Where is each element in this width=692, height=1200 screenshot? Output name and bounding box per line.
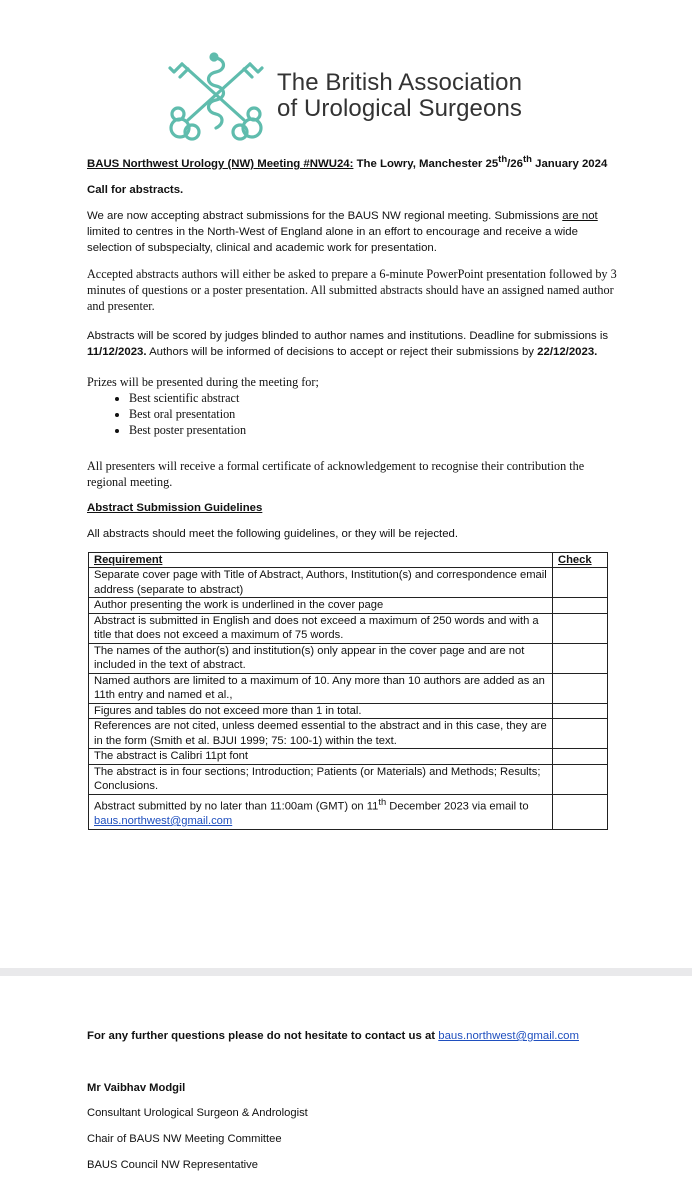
deadline-part-c: Authors will be informed of decisions to accept or reject their submissions by <box>146 345 538 358</box>
crossed-keys-serpent-logo-icon <box>158 50 274 146</box>
submission-text-b: December 2023 via email to <box>386 800 529 813</box>
contact-line <box>87 1030 579 1042</box>
submission-text-a: Abstract submitted by no later than 11:00am (GMT) on 11 <box>94 800 379 813</box>
decision-date: 22/12/2023. <box>537 345 598 358</box>
prize-item: • Best scientific abstract <box>129 390 617 406</box>
intro-part-a: We are now accepting abstract submissions for the BAUS NW regional meeting. Submissions <box>87 209 563 222</box>
check-cell <box>553 749 608 765</box>
table-row <box>89 643 608 673</box>
meeting-sup-2: th <box>522 154 532 165</box>
meeting-sup-1: th <box>498 154 508 165</box>
table-row <box>89 613 608 643</box>
submission-sup: th <box>378 796 387 807</box>
check-cell <box>553 673 608 703</box>
org-name-line-1: The British Association <box>277 69 523 96</box>
signer-role-2: Chair of BAUS NW Meeting Committee <box>87 1133 282 1145</box>
table-row <box>89 794 608 829</box>
requirement-cell: References are not cited, unless deemed essential to the abstract and in this case, they are in the form (Smith et al. BJUI 1999; 75: 100-1) within the text. <box>89 719 553 749</box>
requirement-cell: Named authors are limited to a maximum of 10. Any more than 10 authors are added as an 11th entry and named et al., <box>89 673 553 703</box>
deadline-date: 11/12/2023. <box>87 345 147 358</box>
requirement-cell <box>89 794 553 829</box>
org-name-line-2: of Urological Surgeons <box>277 95 523 122</box>
submission-email-link[interactable]: baus.northwest@gmail.com <box>94 815 233 828</box>
requirement-cell: The abstract is in four sections; Introduction; Patients (or Materials) and Methods; Results; Conclusions. <box>89 764 553 794</box>
contact-text: For any further questions please do not hesitate to contact us at <box>87 1030 439 1042</box>
table-row <box>89 719 608 749</box>
requirement-cell: Abstract is submitted in English and does not exceed a maximum of 250 words and with a title that does not exceed a maximum of 75 words. <box>89 613 553 643</box>
signer-role-3: BAUS Council NW Representative <box>87 1159 258 1171</box>
certificate-paragraph: All presenters will receive a formal certificate of acknowledgement to recognise their contribution the regional meeting. <box>87 458 585 489</box>
contact-email-link[interactable]: baus.northwest@gmail.com <box>438 1030 579 1042</box>
intro-part-b: are not <box>562 209 598 222</box>
table-header-row <box>89 552 608 568</box>
check-cell <box>553 568 608 598</box>
requirement-cell: Author presenting the work is underlined in the cover page <box>89 598 553 614</box>
prize-item: • Best oral presentation <box>129 406 617 422</box>
intro-paragraph <box>87 208 617 256</box>
requirement-cell: Separate cover page with Title of Abstract, Authors, Institution(s) and correspondence email address (separate to abstract) <box>89 568 553 598</box>
deadline-part-a: Abstracts will be scored by judges blinded to author names and institutions. Deadline for submissions is <box>87 329 609 342</box>
guidelines-intro: All abstracts should meet the following guidelines, or they will be rejected. <box>87 527 459 540</box>
intro-part-c: limited to centres in the North-West of England alone in an effort to encourage and receive a wide selection of subspecialty, clinical and academic work for presentation. <box>87 225 578 254</box>
prizes-list <box>87 390 617 438</box>
requirement-cell: The abstract is Calibri 11pt font <box>89 749 553 765</box>
table-row <box>89 673 608 703</box>
table-row <box>89 598 608 614</box>
check-cell <box>553 719 608 749</box>
table-row <box>89 764 608 794</box>
requirement-cell: Figures and tables do not exceed more than 1 in total. <box>89 703 553 719</box>
requirement-column-header: Requirement <box>89 552 553 568</box>
requirement-cell: The names of the author(s) and institution(s) only appear in the cover page and are not included in the text of abstract. <box>89 643 553 673</box>
table-row <box>89 703 608 719</box>
meeting-prefix: BAUS Northwest Urology (NW) Meeting #NWU24: <box>87 157 354 170</box>
check-cell <box>553 764 608 794</box>
check-cell <box>553 643 608 673</box>
call-for-abstracts-heading: Call for abstracts. <box>87 183 184 196</box>
document-body <box>87 152 617 830</box>
meeting-month: January 2024 <box>531 157 608 170</box>
prize-item: • Best poster presentation <box>129 422 617 438</box>
signer-name: Mr Vaibhav Modgil <box>87 1082 186 1094</box>
presentation-paragraph: Accepted abstracts authors will either be asked to prepare a 6-minute PowerPoint presentation followed by 3 minutes of questions or a poster presentation. All submitted abstracts should have an assigned named author and presenter. <box>87 266 617 313</box>
meeting-venue: The Lowry, Manchester 25 <box>353 157 499 170</box>
document-page-2 <box>0 976 692 1200</box>
check-cell <box>553 613 608 643</box>
meeting-title <box>87 152 617 172</box>
guidelines-title: Abstract Submission Guidelines <box>87 501 263 514</box>
table-row <box>89 749 608 765</box>
meeting-slash: /26 <box>507 157 523 170</box>
check-cell <box>553 703 608 719</box>
table-row <box>89 568 608 598</box>
check-cell <box>553 794 608 829</box>
organisation-name <box>277 70 522 122</box>
check-cell <box>553 598 608 614</box>
check-column-header: Check <box>553 552 608 568</box>
deadline-paragraph <box>87 328 617 360</box>
signer-role-1: Consultant Urological Surgeon & Andrologist <box>87 1107 308 1119</box>
requirements-table <box>88 552 608 830</box>
prizes-intro: Prizes will be presented during the meeting for; <box>87 374 319 389</box>
